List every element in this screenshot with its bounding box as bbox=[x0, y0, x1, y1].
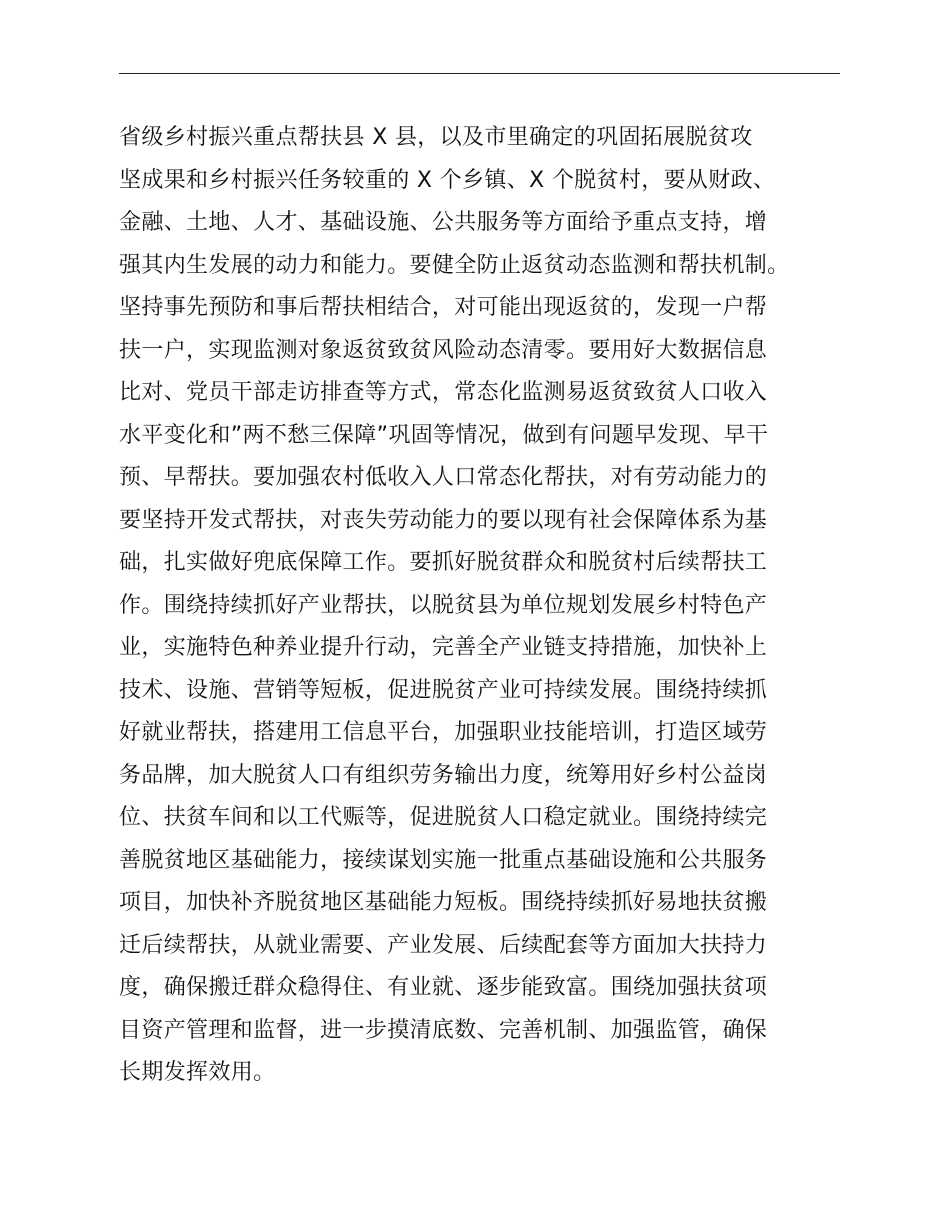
text-line: 金融、土地、人才、基础设施、公共服务等方面给予重点支持，增 bbox=[119, 210, 768, 235]
text-line: 础，扎实做好兜底保障工作。要抓好脱贫群众和脱贫村后续帮扶工 bbox=[119, 550, 768, 575]
text-line: 位、扶贫车间和以工代赈等，促进脱贫人口稳定就业。围绕持续完 bbox=[119, 805, 768, 830]
text-line: 要坚持开发式帮扶，对丧失劳动能力的要以现有社会保障体系为基 bbox=[119, 507, 768, 533]
body-paragraph bbox=[119, 117, 849, 1095]
text-line: 好就业帮扶，搭建用工信息平台，加强职业技能培训，打造区域劳 bbox=[119, 720, 768, 745]
text-line: 度，确保搬迁群众稳得住、有业就、逐步能致富。围绕加强扶贫项 bbox=[119, 975, 768, 1000]
text-line: 目资产管理和监督，进一步摸清底数、完善机制、加强监管，确保 bbox=[119, 1017, 768, 1043]
text-line: 扶一户，实现监测对象返贫致贫风险动态清零。要用好大数据信息 bbox=[119, 337, 768, 363]
text-line: 比对、党员干部走访排查等方式，常态化监测易返贫致贫人口收入 bbox=[119, 380, 768, 405]
text-line: 务品牌，加大脱贫人口有组织劳务输出力度，统筹用好乡村公益岗 bbox=[119, 762, 768, 788]
text-line: 强其内生发展的动力和能力。要健全防止返贫动态监测和帮扶机制。 bbox=[119, 252, 790, 278]
text-line: 省级乡村振兴重点帮扶县 X 县，以及市里确定的巩固拓展脱贫攻 bbox=[119, 125, 753, 150]
text-line: 业，实施特色种养业提升行动，完善全产业链支持措施，加快补上 bbox=[119, 635, 768, 660]
text-line: 迁后续帮扶，从就业需要、产业发展、后续配套等方面加大扶持力 bbox=[119, 932, 768, 958]
text-line: 长期发挥效用。 bbox=[119, 1060, 276, 1085]
text-line: 预、早帮扶。要加强农村低收入人口常态化帮扶，对有劳动能力的 bbox=[119, 465, 768, 490]
text-line: 善脱贫地区基础能力，接续谋划实施一批重点基础设施和公共服务 bbox=[119, 847, 768, 873]
text-line: 项目，加快补齐脱贫地区基础能力短板。围绕持续抓好易地扶贫搬 bbox=[119, 890, 768, 915]
text-line: 技术、设施、营销等短板，促进脱贫产业可持续发展。围绕持续抓 bbox=[119, 677, 768, 703]
header-rule bbox=[119, 73, 840, 74]
text-line: 坚成果和乡村振兴任务较重的 X 个乡镇、X 个脱贫村，要从财政、 bbox=[119, 167, 776, 193]
text-line: 水平变化和”两不愁三保障”巩固等情况，做到有问题早发现、早干 bbox=[119, 422, 769, 448]
text-line: 坚持事先预防和事后帮扶相结合，对可能出现返贫的，发现一户帮 bbox=[119, 295, 768, 320]
text-line: 作。围绕持续抓好产业帮扶，以脱贫县为单位规划发展乡村特色产 bbox=[119, 592, 768, 618]
